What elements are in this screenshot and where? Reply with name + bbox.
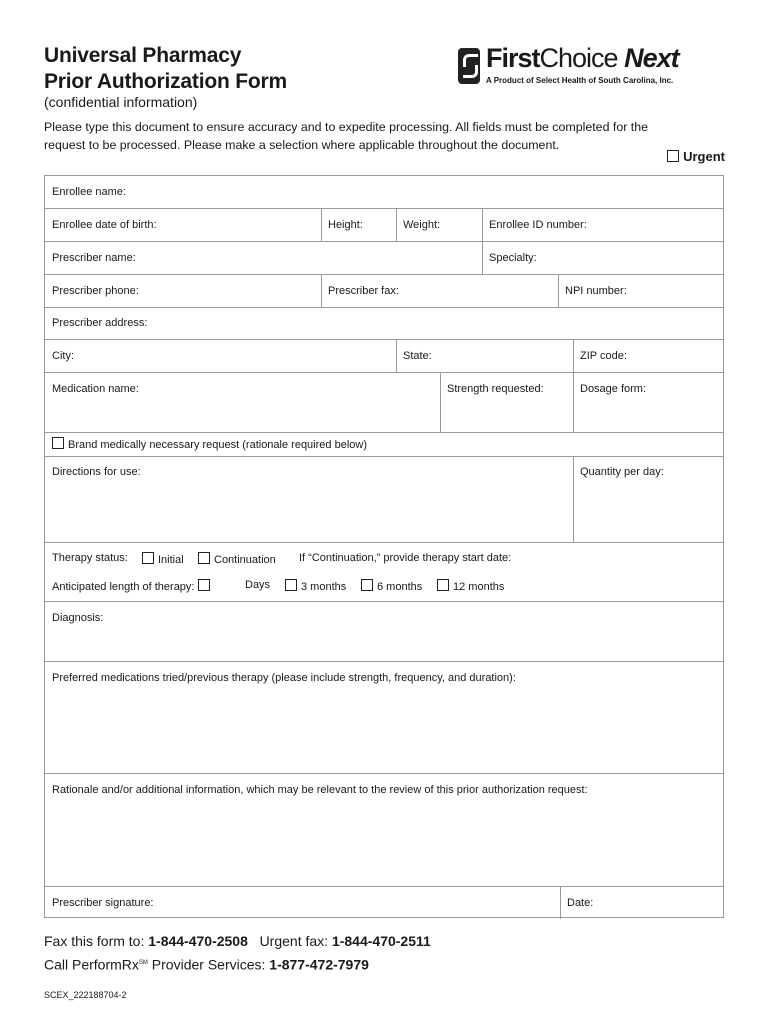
fax-line: Fax this form to: 1-844-470-2508 Urgent fax: 1-844-470-2511 [44,933,431,949]
logo-mark-icon [458,48,480,84]
therapy-status-label: Therapy status: [52,552,128,564]
checkbox-icon [667,150,679,162]
dosage-form-field[interactable]: Dosage form: [580,383,647,395]
state-field[interactable]: State: [403,350,432,362]
signature-field[interactable]: Prescriber signature: [52,897,154,909]
strength-field[interactable]: Strength requested: [447,383,544,395]
intro-line1: Please type this document to ensure accuracy and to expedite processing. All fields must be completed for the [44,120,649,134]
three-months-checkbox[interactable]: 3 months [285,579,346,593]
logo-wordmark: FirstChoice Next [486,43,679,73]
document-code: SCEX_222188704-2 [44,990,127,1000]
directions-field[interactable]: Directions for use: [52,466,141,478]
enrollee-name-field[interactable]: Enrollee name: [52,186,126,198]
authorization-form [44,175,724,918]
form-title-line2: Prior Authorization Form [44,70,287,93]
prescriber-name-field[interactable]: Prescriber name: [52,252,136,264]
preferred-meds-field[interactable]: Preferred medications tried/previous therapy (please include strength, frequency, and duration): [52,672,516,684]
urgent-checkbox[interactable] [667,149,725,164]
call-line: Call PerformRx℠ Provider Services: 1-877-472-7979 [44,956,369,973]
intro-line2: request to be processed. Please make a selection where applicable throughout the document. [44,138,560,152]
days-field[interactable]: Days [245,579,271,591]
rationale-field[interactable]: Rationale and/or additional information, which may be relevant to the review of this prior authorization request: [52,784,588,796]
checkbox-icon [361,579,373,591]
checkbox-icon[interactable] [198,579,210,591]
brand-request-label: Brand medically necessary request (rationale required below) [68,439,367,451]
city-field[interactable]: City: [52,350,74,362]
diagnosis-field[interactable]: Diagnosis: [52,612,104,624]
intro-text [44,118,724,154]
checkbox-icon [142,552,154,564]
initial-checkbox[interactable] [142,552,184,566]
urgent-label: Urgent [683,149,725,164]
prescriber-address-field[interactable]: Prescriber address: [52,317,148,329]
contact-info [44,930,431,976]
npi-field[interactable]: NPI number: [565,285,627,297]
enrollee-id-field[interactable]: Enrollee ID number: [489,219,587,231]
checkbox-icon [52,437,64,449]
date-field[interactable]: Date: [567,897,594,909]
checkbox-icon [285,579,297,591]
weight-field[interactable]: Weight: [403,219,441,231]
prescriber-phone-field[interactable]: Prescriber phone: [52,285,139,297]
brand-request-checkbox[interactable] [52,437,367,451]
specialty-field[interactable]: Specialty: [489,252,537,264]
height-field[interactable]: Height: [328,219,363,231]
form-subtitle: (confidential information) [44,94,198,110]
zip-field[interactable]: ZIP code: [580,350,627,362]
medication-name-field[interactable]: Medication name: [52,383,139,395]
anticipated-length-label: Anticipated length of therapy: [52,579,214,593]
form-title-line1: Universal Pharmacy [44,44,242,67]
start-date-field[interactable]: If “Continuation,” provide therapy start date: [299,552,512,564]
quantity-field[interactable]: Quantity per day: [580,466,664,478]
initial-label: Initial [158,554,184,566]
continuation-label: Continuation [214,554,276,566]
form-title [44,43,287,95]
checkbox-icon [437,579,449,591]
six-months-checkbox[interactable]: 6 months [361,579,422,593]
twelve-months-checkbox[interactable]: 12 months [437,579,504,593]
continuation-checkbox[interactable] [198,552,276,566]
firstchoice-next-logo [458,43,728,92]
enrollee-dob-field[interactable]: Enrollee date of birth: [52,219,157,231]
checkbox-icon [198,552,210,564]
prescriber-fax-field[interactable]: Prescriber fax: [328,285,399,297]
logo-tagline: A Product of Select Health of South Carolina, Inc. [486,76,674,85]
